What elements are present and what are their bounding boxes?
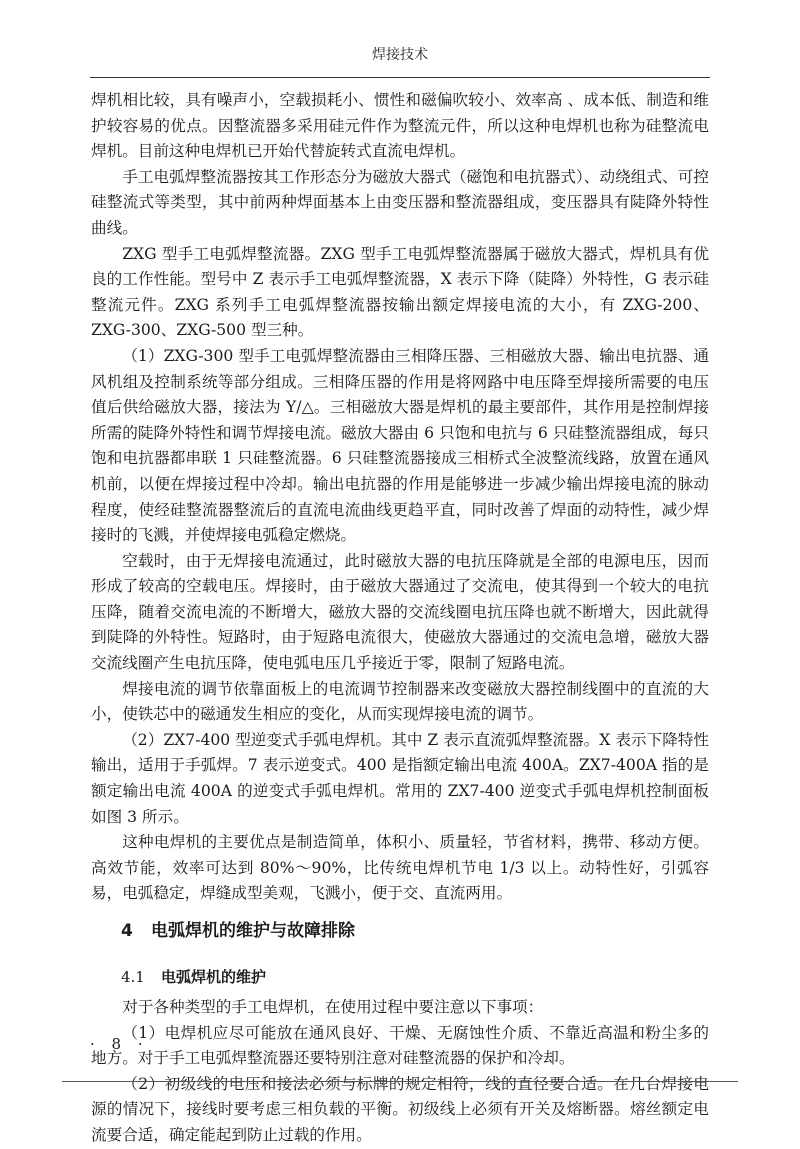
subsection-heading [91,963,709,995]
paragraph: （1）电焊机应尽可能放在通风良好、干燥、无腐蚀性介质、不靠近高温和粉尘多的地方。对于手工电弧焊整流器还要特别注意对硅整流器的保护和冷却。 [91,1023,709,1068]
paragraph-continued: 焊机相比较，具有噪声小，空载损耗小、惯性和磁偏吹较小、效率高 、成本低、制造和维护较容易的优点。因整流器多采用硅元件作为整流元件，所以这种电焊机也称为硅整流电焊机。目前这种电焊机已开始代替旋转式直流电焊机。 [91,91,709,161]
paragraph: 空载时，由于无焊接电流通过，此时磁放大器的电抗压降就是全部的电源电压，因而形成了较高的空载电压。焊接时，由于磁放大器通过了交流电，使其得到一个较大的电抗压降，随着交流电流的不断增大，磁放大器的交流线圈电抗压降也就不断增大，因此就得到陡降的外特性。短路时，由于短路电流很大，使磁放大器通过的交流电急增，磁放大器交流线圈产生电抗压降，使电弧电压几乎接近于零，限制了短路电流。 [91,551,709,673]
section-number: 4 [121,921,133,941]
section-heading [91,907,709,963]
header-divider [90,77,710,78]
paragraph: （2）ZX7-400 型逆变式手弧电焊机。其中 Z 表示直流弧焊整流器。X 表示下降特性输出，适用于手弧焊。7 表示逆变式。400 是指额定输出电流 400A。ZX7-400A 指的是额定输出电流 400A 的逆变式手弧电焊机。常用的 ZX7-400 逆变式手弧电焊机控制面板如图 3 所示。 [91,730,709,826]
subsection-title: 电弧焊机的维护 [161,968,267,986]
paragraph: 对于各种类型的手工电焊机，在使用过程中要注意以下事项： [122,998,544,1016]
paragraph: （1）ZXG-300 型手工电弧焊整流器由三相降压器、三相磁放大器、输出电抗器、通风机组及控制系统等部分组成。三相降压器的作用是将网路中电压降至焊接所需要的电压值后供给磁放大器，接法为 Y/△。三相磁放大器是焊机的最主要部件，其作用是控制焊接所需的陡降外特性和调节焊接电流。磁放大器由 6 只饱和电抗与 6 只硅整流器组成，每只饱和电抗器都串联 1 只硅整流器。6 只硅整流器接成三相桥式全波整流线路，放置在通风机前，以便在焊接过程中冷却。输出电抗器的作用是能够进一步减少输出焊接电流的脉动程度，使经硅整流器整流后的直流电流曲线更趋平直，同时改善了焊面的动特性，减少焊接时的飞溅，并使焊接电弧稳定燃烧。 [91,346,709,545]
paragraph: 焊接电流的调节依靠面板上的电流调节控制器来改变磁放大器控制线圈中的直流的大小，使铁芯中的磁通发生相应的变化，从而实现焊接电流的调节。 [91,679,709,724]
body-text [91,88,709,1149]
bottom-divider [62,1081,738,1082]
page-number: · 8 · [90,1035,149,1053]
running-header: 焊接技术 [372,47,428,63]
paragraph: 手工电弧焊整流器按其工作形态分为磁放大器式（磁饱和电抗器式）、动绕组式、可控硅整流式等类型，其中前两种焊面基本上由变压器和整流器组成，变压器具有陡降外特性曲线。 [91,167,709,237]
paragraph: （2）初级线的电压和接法必须与标牌的规定相符，线的直径要合适。在几台焊接电源的情况下，接线时要考虑三相负载的平衡。初级线上必须有开关及熔断器。熔丝额定电流要合适，确定能起到防止过载的作用。 [91,1074,709,1144]
subsection-number: 4.1 [121,968,145,986]
paragraph: 这种电焊机的主要优点是制造简单，体积小、质量轻，节省材料，携带、移动方便。高效节能，效率可达到 80%～90%，比传统电焊机节电 1/3 以上。动特性好，引弧容易，电弧稳定，焊缝成型美观，飞溅小，便于交、直流两用。 [91,833,709,903]
paragraph: ZXG 型手工电弧焊整流器。ZXG 型手工电弧焊整流器属于磁放大器式，焊机具有优良的工作性能。型号中 Z 表示手工电弧焊整流器，X 表示下降（陡降）外特性，G 表示硅整流元件。ZXG 系列手工电弧焊整流器按输出额定焊接电流的大小，有 ZXG-200、ZXG-300、ZXG-500 型三种。 [91,244,709,340]
section-title: 电弧焊机的维护与故障排除 [151,921,355,941]
